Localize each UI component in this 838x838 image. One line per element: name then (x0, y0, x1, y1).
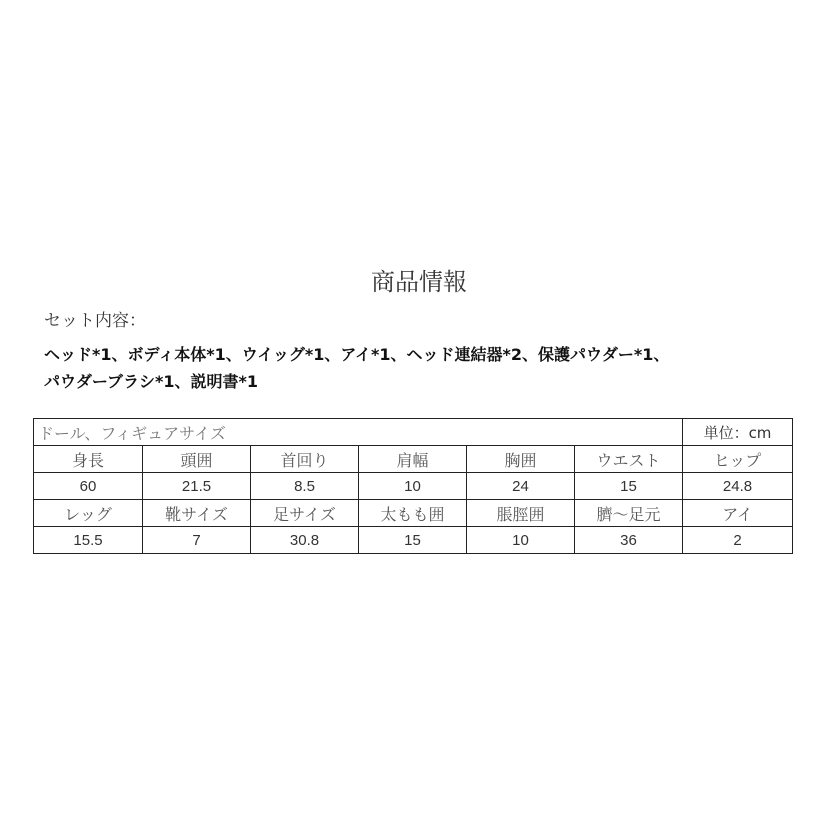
table-header-cell: 胸囲 (467, 446, 575, 473)
table-header-cell: 臍～足元 (575, 500, 683, 527)
table-value-row-2 (34, 527, 793, 554)
table-value-cell: 24.8 (683, 473, 793, 500)
table-value-cell: 15 (575, 473, 683, 500)
table-header-row-1 (34, 446, 793, 473)
table-value-cell: 30.8 (251, 527, 359, 554)
table-header-cell: 肩幅 (359, 446, 467, 473)
table-value-cell: 7 (143, 527, 251, 554)
table-header-cell: 太もも囲 (359, 500, 467, 527)
table-value-cell: 2 (683, 527, 793, 554)
table-caption: ドール、フィギュアサイズ (34, 419, 683, 446)
set-contents-line-2: パウダーブラシ*1、説明書*1 (44, 372, 259, 391)
table-unit: 単位：cm (683, 419, 793, 446)
table-value-cell: 60 (34, 473, 143, 500)
table-value-cell: 15.5 (34, 527, 143, 554)
table-header-cell: ヒップ (683, 446, 793, 473)
table-header-cell: 脹脛囲 (467, 500, 575, 527)
table-header-cell: 身長 (34, 446, 143, 473)
table-header-cell: 頭囲 (143, 446, 251, 473)
table-header-cell: 靴サイズ (143, 500, 251, 527)
table-header-cell: レッグ (34, 500, 143, 527)
set-contents-items (44, 341, 804, 395)
set-contents-line-1: ヘッド*1、ボディ本体*1、ウイッグ*1、アイ*1、ヘッド連結器*2、保護パウダー*1、 (44, 345, 670, 364)
table-header-cell: アイ (683, 500, 793, 527)
set-contents-label: セット内容： (44, 311, 146, 331)
table-header-cell: 首回り (251, 446, 359, 473)
table-value-cell: 24 (467, 473, 575, 500)
table-value-cell: 36 (575, 527, 683, 554)
table-header-cell: 足サイズ (251, 500, 359, 527)
table-value-row-1 (34, 473, 793, 500)
table-value-cell: 21.5 (143, 473, 251, 500)
set-contents (44, 310, 804, 395)
table-header-cell: ウエスト (575, 446, 683, 473)
table-value-cell: 8.5 (251, 473, 359, 500)
table-value-cell: 10 (467, 527, 575, 554)
table-value-cell: 15 (359, 527, 467, 554)
size-table (33, 418, 793, 554)
table-header-row-2 (34, 500, 793, 527)
table-value-cell: 10 (359, 473, 467, 500)
page-title: 商品情報 (371, 268, 467, 296)
table-caption-row (34, 419, 793, 446)
